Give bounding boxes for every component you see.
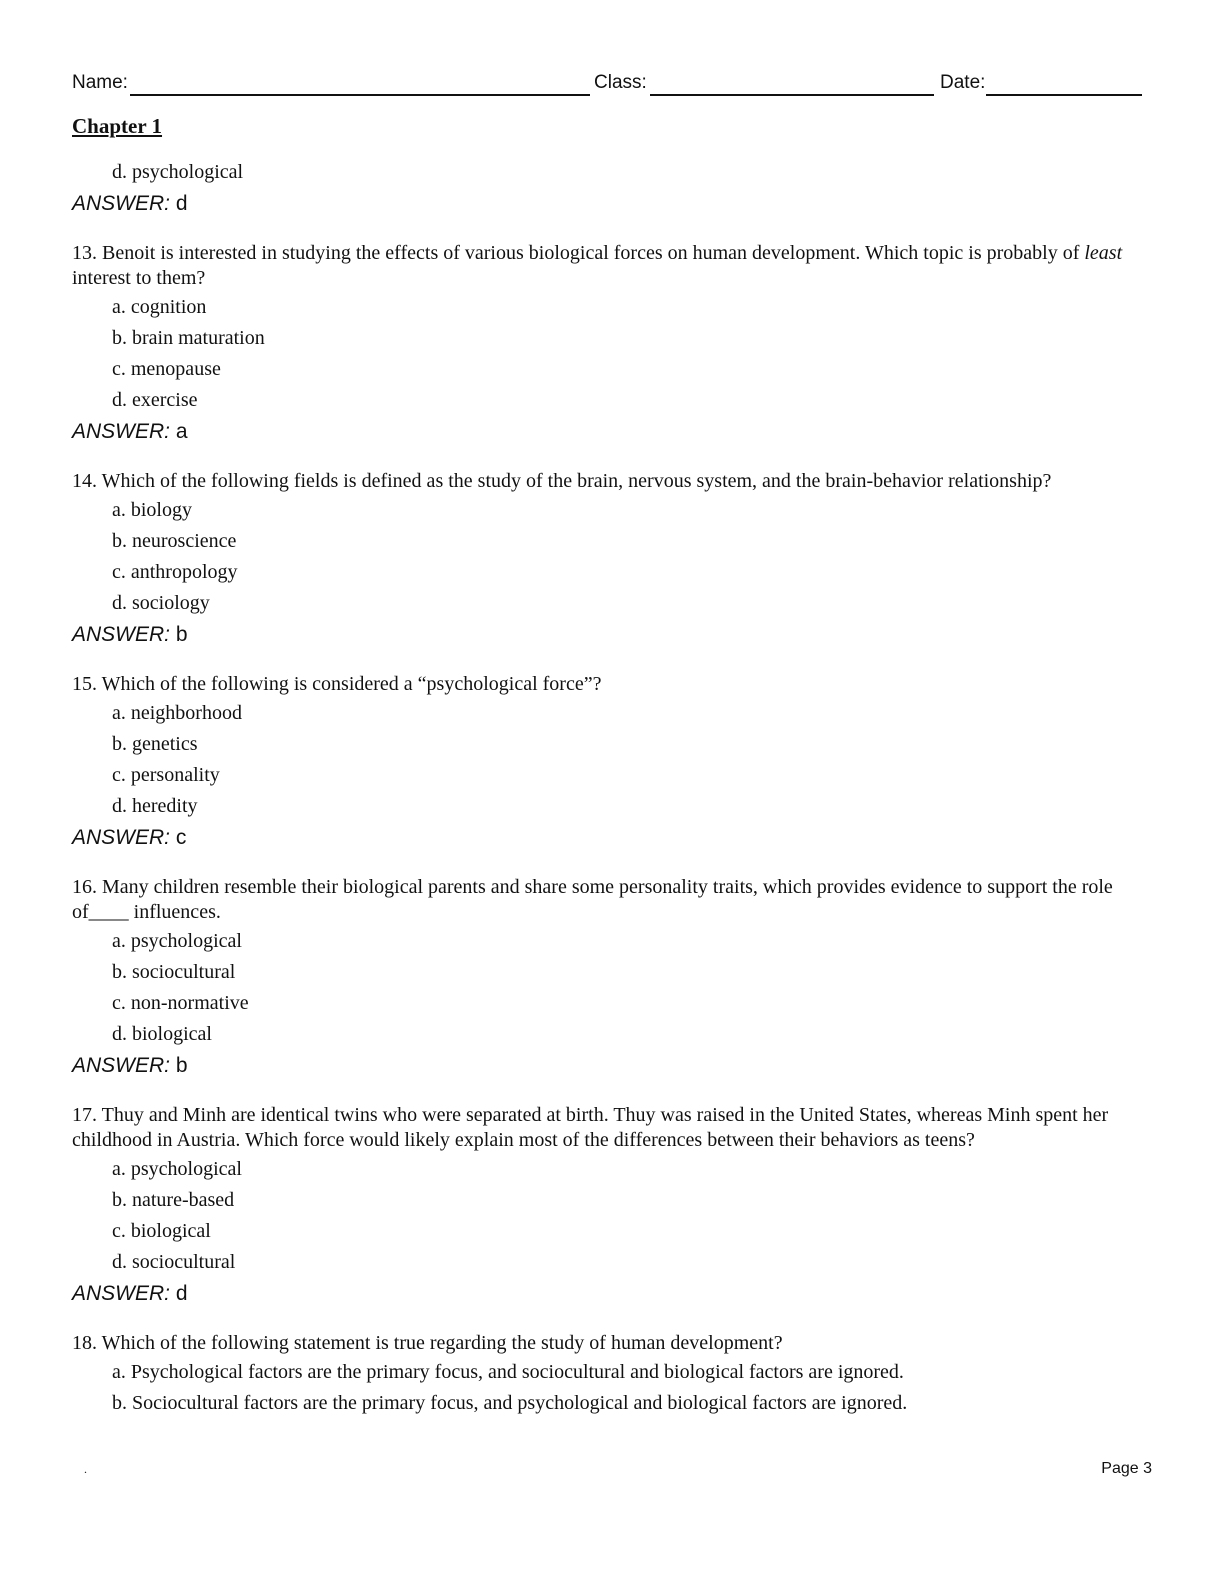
answer-label: ANSWER: — [72, 1282, 171, 1305]
page-number: Page 3 — [1101, 1460, 1152, 1477]
date-label: Date: — [940, 72, 986, 93]
question-13 — [72, 241, 1152, 445]
date-line — [986, 94, 1142, 96]
question-text: 17. Thuy and Minh are identical twins who were separated at birth. Thuy was raised in the United States, whereas Minh spent her childhood in Austria. Which force would likely explain most of the differences between their behaviors as teens? — [72, 1104, 1109, 1151]
answer-value: c — [175, 826, 187, 849]
answer-label: ANSWER: — [72, 623, 171, 646]
option: a. cognition — [112, 296, 207, 318]
option: c. non-normative — [112, 992, 249, 1014]
answer-line — [72, 1053, 1152, 1079]
question-15 — [72, 672, 1152, 851]
question-text: 14. Which of the following fields is defined as the study of the brain, nervous system, and the brain-behavior relationship? — [72, 470, 1052, 492]
option: d. sociocultural — [112, 1251, 236, 1273]
class-label: Class: — [594, 72, 647, 93]
question-17 — [72, 1103, 1152, 1307]
option: d. biological — [112, 1023, 212, 1045]
question-text: 16. Many children resemble their biological parents and share some personality traits, which provides evidence to support the role of____ influences. — [72, 876, 1113, 923]
carryover-block — [72, 160, 1152, 217]
option: a. psychological — [112, 930, 242, 952]
option: b. brain maturation — [112, 327, 265, 349]
answer-value: d — [175, 1282, 188, 1305]
option: d. sociology — [112, 592, 210, 614]
option: b. neuroscience — [112, 530, 237, 552]
option: c. personality — [112, 764, 220, 786]
answer-line — [72, 825, 1152, 851]
footer-dot: . — [84, 1462, 87, 1476]
answer-label: ANSWER: — [72, 192, 171, 215]
chapter-title: Chapter 1 — [72, 114, 163, 138]
question-14 — [72, 469, 1152, 648]
option: d. exercise — [112, 389, 198, 411]
question-text: 18. Which of the following statement is true regarding the study of human development? — [72, 1332, 783, 1354]
option: d. psychological — [112, 161, 244, 183]
answer-value: b — [175, 623, 188, 646]
option: b. sociocultural — [112, 961, 236, 983]
question-16 — [72, 875, 1152, 1079]
option: b. Sociocultural factors are the primary focus, and psychological and biological factors are ignored. — [112, 1392, 908, 1414]
option: b. nature-based — [112, 1189, 235, 1211]
option: a. neighborhood — [112, 702, 242, 724]
option: c. menopause — [112, 358, 221, 380]
option: a. psychological — [112, 1158, 242, 1180]
question-list — [72, 160, 1152, 1422]
answer-value: d — [175, 192, 188, 215]
question-18 — [72, 1331, 1152, 1422]
name-label: Name: — [72, 72, 128, 93]
option: b. genetics — [112, 733, 198, 755]
answer-line — [72, 419, 1152, 445]
answer-label: ANSWER: — [72, 826, 171, 849]
option: c. anthropology — [112, 561, 238, 583]
answer-label: ANSWER: — [72, 1054, 171, 1077]
answer-label: ANSWER: — [72, 420, 171, 443]
answer-line — [72, 1281, 1152, 1307]
name-line — [130, 94, 590, 96]
answer-value: b — [175, 1054, 188, 1077]
question-text: 15. Which of the following is considered a “psychological force”? — [72, 673, 602, 695]
page-header — [72, 72, 1142, 100]
question-text: 13. Benoit is interested in studying the effects of various biological forces on human development. Which topic is probably of least interest to them? — [72, 242, 1123, 289]
answer-line — [72, 622, 1152, 648]
answer-value: a — [175, 420, 188, 443]
answer-line — [72, 191, 1152, 217]
option: a. Psychological factors are the primary focus, and sociocultural and biological factors are ignored. — [112, 1361, 904, 1383]
option: a. biology — [112, 499, 192, 521]
class-line — [650, 94, 934, 96]
option: c. biological — [112, 1220, 211, 1242]
option: d. heredity — [112, 795, 198, 817]
